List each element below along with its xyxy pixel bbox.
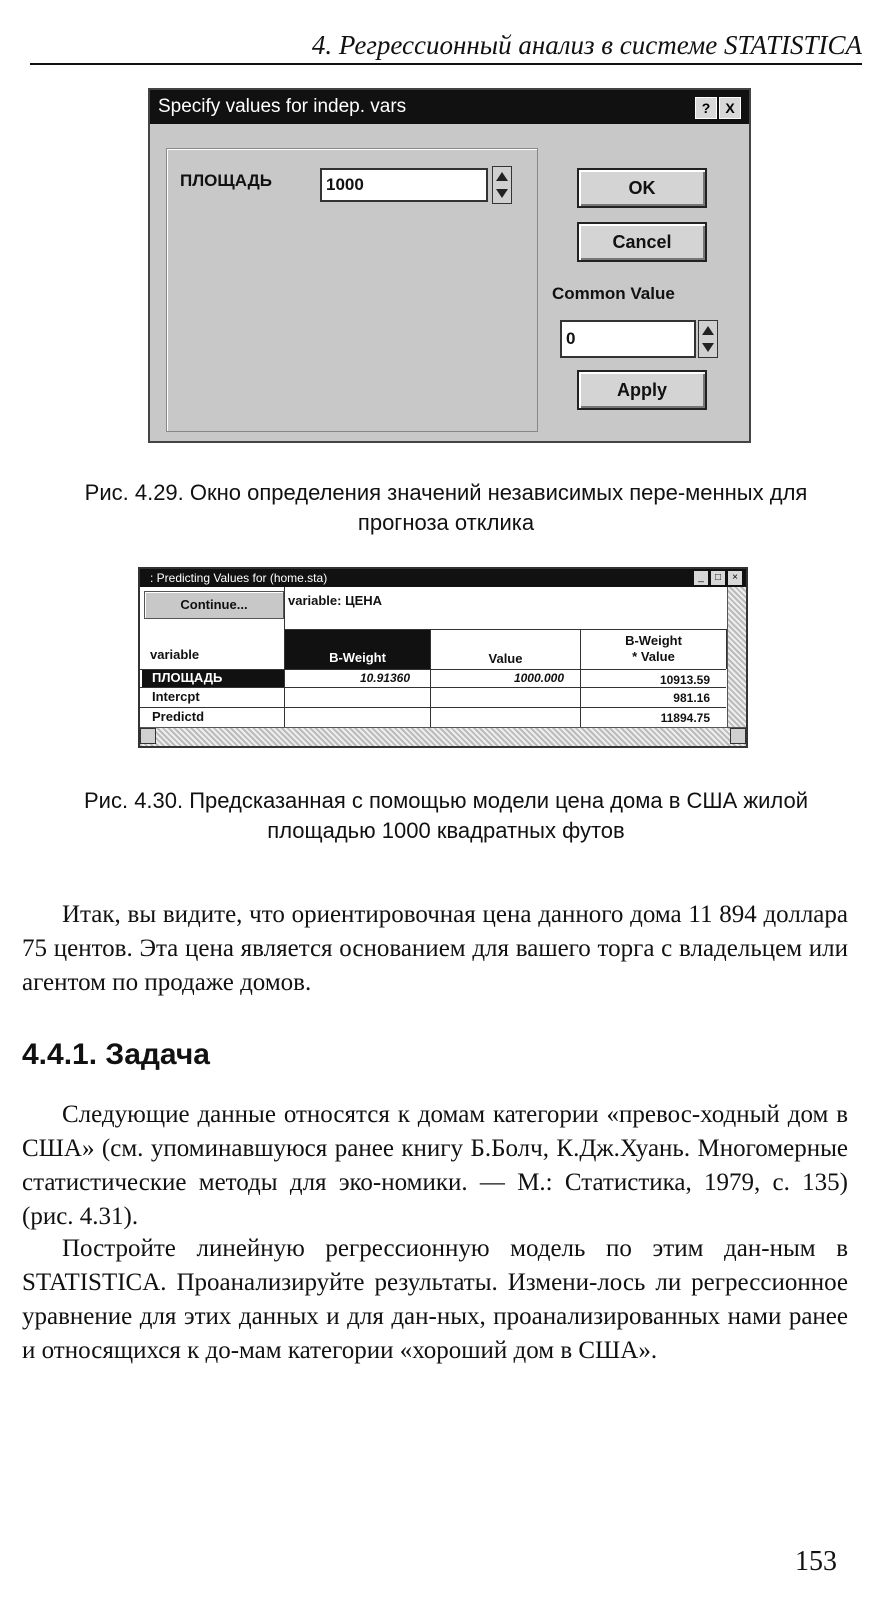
dependent-variable-label: variable: ЦЕНА: [288, 593, 383, 608]
predicting-values-window: [138, 567, 748, 748]
grid-line: [140, 707, 726, 708]
page-number: 153: [795, 1546, 837, 1577]
figure-caption-4-30: Рис. 4.30. Предсказанная с помощью модели цена дома в США жилой площадью 1000 квадратных футов: [84, 788, 808, 843]
window-title-bar: [140, 569, 746, 587]
scroll-left-icon[interactable]: [140, 728, 156, 744]
vertical-scrollbar[interactable]: [727, 587, 746, 728]
column-header-value: Value: [488, 651, 523, 666]
cell-bweight[interactable]: 10.91360: [359, 671, 410, 685]
grid-line: [430, 629, 431, 728]
close-icon[interactable]: ×: [728, 571, 742, 585]
common-value-input[interactable]: 0: [560, 320, 696, 358]
paragraph-price-result: Итак, вы видите, что ориентировочная цена данного дома 11 894 доллара 75 центов. Эта цена является основанием для вашего торга с владельцем или агентом по продаже домов.: [22, 901, 848, 996]
column-header-variable: variable: [150, 647, 200, 662]
column-header-bweight-value-line1: B-Weight: [625, 633, 682, 648]
help-icon[interactable]: ?: [695, 97, 717, 119]
horizontal-scrollbar[interactable]: [140, 727, 746, 746]
scroll-right-icon[interactable]: [730, 728, 746, 744]
spin-up-icon[interactable]: [496, 172, 508, 181]
common-value-label: Common Value: [552, 284, 675, 303]
dialog-title-bar: [150, 90, 749, 124]
running-head: 4. Регрессионный анализ в системе STATISTICA: [30, 30, 862, 65]
spin-up-icon[interactable]: [702, 326, 714, 335]
close-icon[interactable]: X: [719, 97, 741, 119]
section-heading: 4.4.1. Задача: [22, 1038, 210, 1071]
cancel-button[interactable]: Cancel: [577, 222, 707, 262]
column-header-bweight-bg[interactable]: [285, 630, 430, 669]
minimize-icon[interactable]: _: [694, 571, 708, 585]
figure-caption-4-29: Рис. 4.29. Окно определения значений независимых пере-менных для прогноза отклика: [84, 480, 808, 535]
row-label[interactable]: Predictd: [152, 709, 205, 724]
spin-down-icon[interactable]: [702, 343, 714, 352]
paragraph-task-instructions: Постройте линейную регрессионную модель по этим дан-ным в STATISTICA. Проанализируйте результаты. Измени-лось ли регрессионное уравнение для этих данных и для дан-ных, проанализированных нами ранее и относящихся к до-мам категории «хороший дом в США».: [22, 1235, 848, 1364]
cell-value[interactable]: 1000.000: [513, 671, 564, 685]
grid-line: [140, 687, 726, 688]
paragraph-task-data: Следующие данные относятся к домам категории «превос-ходный дом в США» (см. упоминавшуюся ранее книгу Б.Болч, К.Дж.Хуань. Многомерные статистические методы для эко-номики. — М.: Статистика, 1979, с. 135) (рис. 4.31).: [22, 1101, 848, 1230]
maximize-icon[interactable]: □: [711, 571, 725, 585]
cell-product[interactable]: 10913.59: [659, 673, 710, 687]
ok-button[interactable]: OK: [577, 168, 707, 208]
column-header-bweight-value-line2: * Value: [632, 649, 675, 664]
common-value-spinner[interactable]: [698, 320, 718, 358]
variable-label: ПЛОЩАДЬ: [180, 171, 272, 190]
row-label[interactable]: ПЛОЩАДЬ: [152, 670, 223, 685]
row-label[interactable]: Intercpt: [152, 689, 200, 704]
continue-button[interactable]: Continue...: [144, 591, 284, 619]
dialog-title: Specify values for indep. vars: [158, 96, 407, 117]
column-header-bweight: B-Weight: [329, 650, 386, 665]
variable-spinner[interactable]: [492, 166, 512, 204]
variable-value-input[interactable]: 1000: [320, 168, 488, 202]
apply-button[interactable]: Apply: [577, 370, 707, 410]
specify-values-dialog: [148, 88, 751, 443]
window-title: : Predicting Values for (home.sta): [150, 571, 328, 585]
cell-product[interactable]: 981.16: [673, 691, 710, 705]
cell-product[interactable]: 11894.75: [660, 711, 710, 725]
spin-down-icon[interactable]: [496, 189, 508, 198]
